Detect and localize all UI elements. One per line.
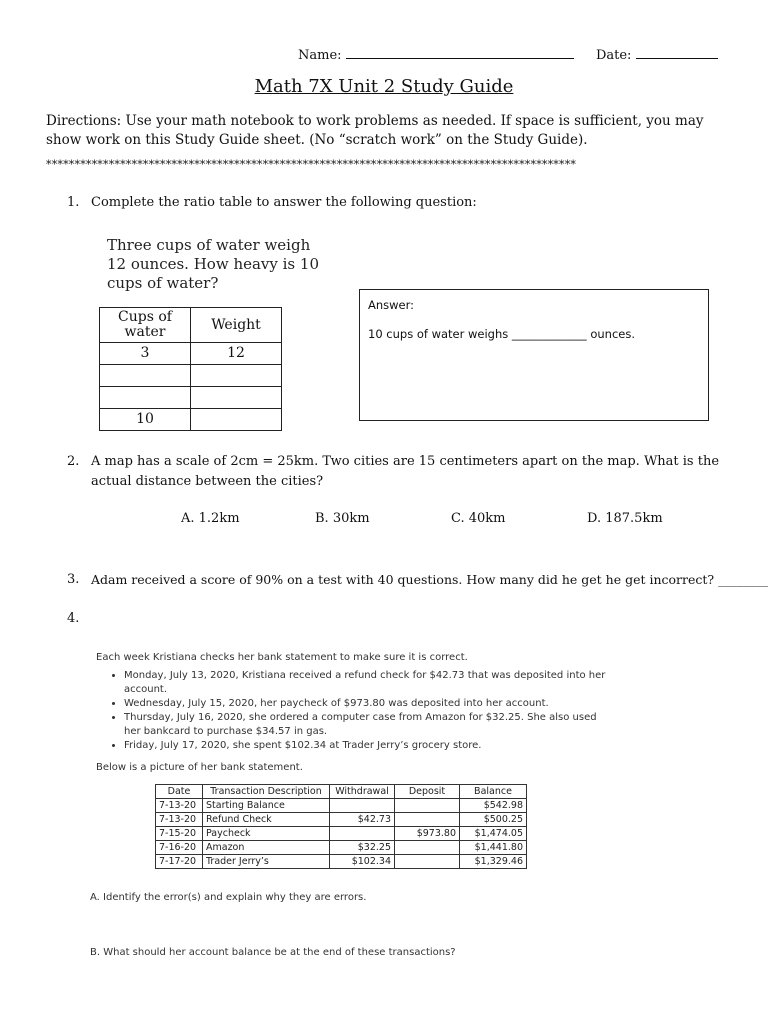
- cell-desc: Refund Check: [203, 813, 330, 827]
- cell-balance: $500.25: [460, 813, 527, 827]
- column-header: Deposit: [395, 785, 460, 799]
- question-text: Complete the ratio table to answer the following question:: [91, 195, 477, 210]
- table-row: [156, 841, 527, 855]
- list-item: • Monday, July 13, 2020, Kristiana received a refund check for $42.73 that was deposited into her account.: [124, 669, 616, 697]
- cell-date: 7-17-20: [156, 855, 203, 869]
- question-2: [67, 452, 747, 492]
- question-number: 1.: [67, 195, 80, 210]
- cell-date: 7-13-20: [156, 799, 203, 813]
- cell-withdrawal: $32.25: [330, 841, 395, 855]
- ratio-cell-blank[interactable]: [100, 365, 191, 387]
- ratio-cell: 3: [100, 343, 191, 365]
- cell-deposit: [395, 855, 460, 869]
- transaction-list: [96, 669, 616, 753]
- table-row: [156, 813, 527, 827]
- bank-statement-table: [155, 784, 527, 869]
- cell-deposit: $973.80: [395, 827, 460, 841]
- list-item: • Thursday, July 16, 2020, she ordered a computer case from Amazon for $32.25. She also used her bankcard to purchase $34.57 in gas.: [124, 711, 616, 739]
- cell-desc: Amazon: [203, 841, 330, 855]
- question-number: 3.: [67, 572, 80, 587]
- question-number: 2.: [67, 454, 80, 469]
- cell-desc: Paycheck: [203, 827, 330, 841]
- cell-withdrawal: [330, 827, 395, 841]
- column-header: Transaction Description: [203, 785, 330, 799]
- ratio-cell-blank[interactable]: [191, 409, 282, 431]
- date-blank[interactable]: [636, 46, 718, 59]
- cell-withdrawal: $42.73: [330, 813, 395, 827]
- cell-date: 7-16-20: [156, 841, 203, 855]
- answer-suffix: ounces.: [590, 327, 635, 341]
- page-title: Math 7X Unit 2 Study Guide: [254, 76, 514, 97]
- column-header: Withdrawal: [330, 785, 395, 799]
- table-row: [156, 799, 527, 813]
- cell-balance: $542.98: [460, 799, 527, 813]
- bank-problem: [96, 652, 616, 773]
- cell-withdrawal: [330, 799, 395, 813]
- answer-blank[interactable]: _____________: [511, 327, 587, 341]
- ratio-cell-blank[interactable]: [191, 387, 282, 409]
- answer-blank[interactable]: ________: [718, 572, 768, 587]
- question-text-wrap: [91, 570, 768, 590]
- answer-label: Answer:: [368, 298, 415, 312]
- answer-line: [368, 327, 635, 341]
- choice-c[interactable]: C. 40km: [451, 511, 506, 526]
- cell-date: 7-13-20: [156, 813, 203, 827]
- separator-line: *********************************************************************************************: [46, 158, 577, 171]
- list-item: • Wednesday, July 15, 2020, her paycheck of $973.80 was deposited into her account.: [124, 697, 616, 711]
- answer-box: [359, 289, 709, 421]
- ratio-header-weight: Weight: [191, 308, 282, 343]
- part-a-question: A. Identify the error(s) and explain why they are errors.: [90, 892, 367, 903]
- cell-deposit: [395, 813, 460, 827]
- cell-desc: Starting Balance: [203, 799, 330, 813]
- cell-balance: $1,329.46: [460, 855, 527, 869]
- answer-choices: [0, 511, 768, 531]
- ratio-cell-blank[interactable]: [191, 365, 282, 387]
- cell-deposit: [395, 799, 460, 813]
- cell-balance: $1,474.05: [460, 827, 527, 841]
- ratio-cell: 12: [191, 343, 282, 365]
- ratio-problem-text: Three cups of water weigh 12 ounces. How heavy is 10 cups of water?: [107, 236, 319, 292]
- question-text-line1: A map has a scale of 2cm = 25km. Two cities are 15 centimeters apart on the map. What is the: [91, 454, 720, 469]
- column-header: Balance: [460, 785, 527, 799]
- cell-desc: Trader Jerry’s: [203, 855, 330, 869]
- question-1: [67, 193, 727, 213]
- choice-d[interactable]: D. 187.5km: [587, 511, 663, 526]
- cell-deposit: [395, 841, 460, 855]
- answer-prefix: 10 cups of water weighs: [368, 327, 509, 341]
- question-text-line2: actual distance between the cities?: [91, 474, 324, 489]
- column-header: Date: [156, 785, 203, 799]
- part-b-question: B. What should her account balance be at the end of these transactions?: [90, 947, 456, 958]
- table-row: [156, 827, 527, 841]
- name-label: Name:: [298, 48, 342, 63]
- question-text: Adam received a score of 90% on a test with 40 questions. How many did he get he get incorrect?: [91, 572, 715, 587]
- ratio-cell-blank[interactable]: [100, 387, 191, 409]
- student-header: [298, 46, 718, 63]
- ratio-cell: 10: [100, 409, 191, 431]
- question-4: [67, 609, 107, 629]
- directions-text: Directions: Use your math notebook to work problems as needed. If space is sufficient, you may show work on this Study Guide sheet. (No “scratch work” on the Study Guide).: [46, 113, 704, 148]
- date-label: Date:: [595, 48, 632, 63]
- list-item: • Friday, July 17, 2020, she spent $102.34 at Trader Jerry’s grocery store.: [124, 739, 616, 753]
- cell-date: 7-15-20: [156, 827, 203, 841]
- ratio-table: [99, 307, 282, 431]
- table-row: [156, 855, 527, 869]
- question-number: 4.: [67, 611, 80, 626]
- ratio-header-cups: Cups of water: [100, 308, 191, 343]
- cell-withdrawal: $102.34: [330, 855, 395, 869]
- question-3: [67, 570, 768, 590]
- name-blank[interactable]: [346, 46, 574, 59]
- statement-caption: Below is a picture of her bank statement.: [96, 762, 303, 773]
- choice-a[interactable]: A. 1.2km: [181, 511, 240, 526]
- bank-intro: Each week Kristiana checks her bank statement to make sure it is correct.: [96, 652, 468, 663]
- cell-balance: $1,441.80: [460, 841, 527, 855]
- choice-b[interactable]: B. 30km: [315, 511, 370, 526]
